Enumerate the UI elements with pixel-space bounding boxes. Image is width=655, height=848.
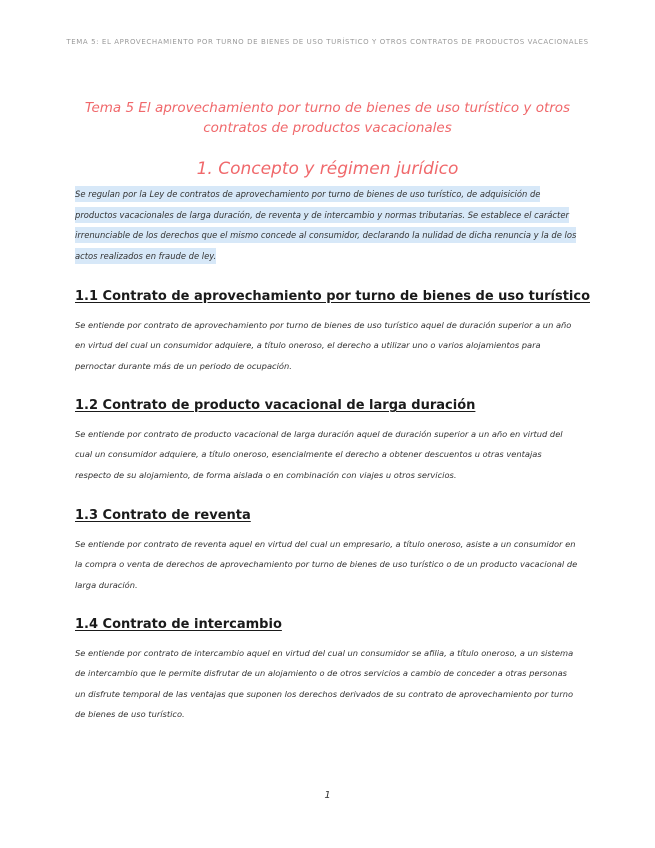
section-body: Se entiende por contrato de producto vacacional de larga duración aquel de duración superior a un año en virtud del cual un consumidor adquiere, a título oneroso, esencialmente el derecho a obtener descuentos u otras ventajas respecto de su alojamiento, de forma aislada o en combinación con viajes u otros servicios. [75,429,563,480]
intro-highlight: Se regulan por la Ley de contratos de aprovechamiento por turno de bienes de uso turístico, de adquisición de productos vacacionales de larga duración, de reventa y de intercambio y normas tributarias. Se establece el carácter irrenunciable de los derechos que el mismo concede al consumidor, declarando la nulidad de dicha renuncia y la de los actos realizados en fraude de ley. [75,186,576,264]
section-heading: 1.4 Contrato de intercambio [75,617,282,632]
section-aprovechamiento [75,289,590,376]
section-body: Se entiende por contrato de aprovechamiento por turno de bienes de uso turístico aquel de duración superior a un año en virtud del cual un consumidor adquiere, a título oneroso, el derecho a utilizar uno o varios alojamientos para pernoctar durante más de un periodo de ocupación. [75,320,572,371]
heading-concepto: 1. Concepto y régimen jurídico [196,159,459,179]
section-body: Se entiende por contrato de intercambio aquel en virtud del cual un consumidor se afilia, a título oneroso, a un sistema de intercambio que le permite disfrutar de un alojamiento o de otros servicios a cambio de conceder a otras personas un disfrute temporal de las ventajas que suponen los derechos derivados de su contrato de aprovechamiento por turno de bienes de uso turístico. [75,648,574,720]
section-heading: 1.1 Contrato de aprovechamiento por turno de bienes de uso turístico [75,289,590,304]
section-producto-vacacional [75,398,580,485]
document-title: Tema 5 El aprovechamiento por turno de bienes de uso turístico y otros contratos de productos vacacionales [84,100,571,136]
running-header: TEMA 5: EL APROVECHAMIENTO POR TURNO DE BIENES DE USO TURÍSTICO Y OTROS CONTRATOS DE PRODUCTOS VACACIONALES [66,38,589,46]
section-body: Se entiende por contrato de reventa aquel en virtud del cual un empresario, a título oneroso, asiste a un consumidor en la compra o venta de derechos de aprovechamiento por turno de bienes de uso turístico o de un producto vacacional de larga duración. [75,539,578,590]
section-heading: 1.2 Contrato de producto vacacional de larga duración [75,398,476,413]
section-intercambio [75,617,580,725]
section-heading: 1.3 Contrato de reventa [75,508,251,523]
intro-paragraph[interactable] [75,184,580,266]
section-reventa [75,508,580,595]
page-number: 1 [324,790,331,801]
